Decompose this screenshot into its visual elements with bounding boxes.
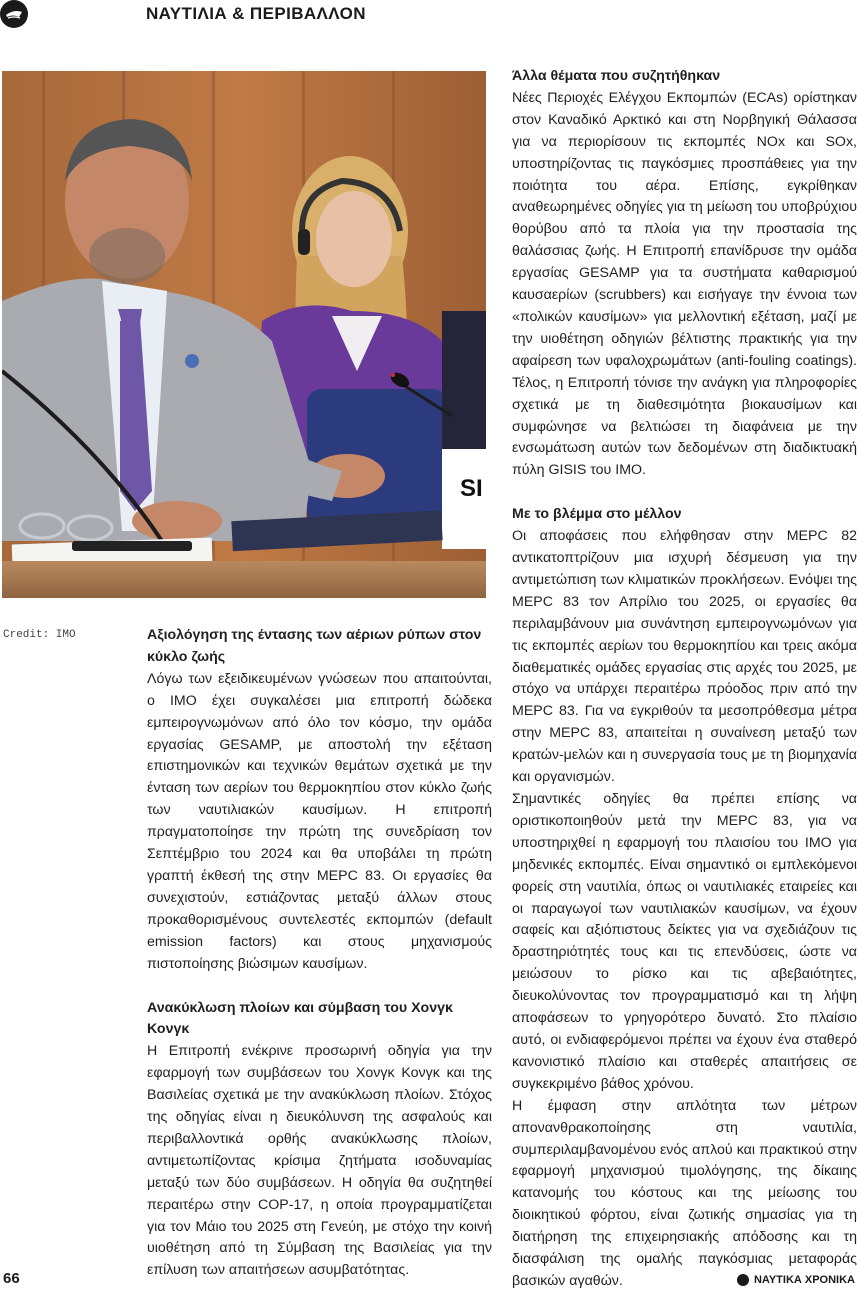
nameplate-text: SI [460, 475, 483, 502]
brand-logo-icon [737, 1274, 749, 1286]
ship-logo-icon [0, 0, 28, 28]
future-paragraph-2: Σημαντικές οδηγίες θα πρέπει επίσης να οριστικοποιηθούν μετά την MEPC 83, για να υποστηριχθεί η εφαρμογή του πλαισίου του IMO για μηδενικές εκπομπές. Είναι σημαντικό οι εμπλεκόμενοι φορείς στη ναυτιλία, όπως οι ναυτιλιακές εταιρείες και οι παραγωγοί των ναυτιλιακών καυσίμων, να έχουν σαφείς και αξιόπιστους δείκτες για να σχεδιάζουν τις δραστηριότητές τους και τις επενδύσεις, ώστε να μειώσουν το ρίσκο και τις αβεβαιότητες, διευκολύνοντας τον προγραμματισμό και τη λήψη αποφάσεων το γρηγορότερο δυνατό. Στο πλαίσιο αυτό, οι ενδιαφερόμενοι πρέπει να έχουν ένα σταθερό κανονιστικό πλαίσιο και σταθερές απαιτήσεις σε συγκεκριμένο βάθος χρόνου. [512, 791, 857, 1092]
footer-brand [737, 1274, 855, 1286]
page-number: 66 [3, 1270, 20, 1287]
future-paragraph-3: Η έμφαση στην απλότητα των μέτρων απονανθρακοποίησης στη ναυτιλία, συμπεριλαμβανομένου ενός απλού και πρακτικού στην εφαρμογή μηχανισμού τιμολόγησης, της δίκαιης κατανομής του κόστους και της μείωσης του διοικητικού φόρτου, είναι ζωτικής σημασίας για τη διατήρηση της επιχειρησιακής απόδοσης και τη διασφάλιση της ομαλής παγκόσμιας μεταφοράς βασικών αγαθών. [512, 1097, 857, 1289]
left-column [147, 625, 492, 1282]
photo-credit: Credit: IMO [3, 629, 76, 641]
conference-photo [2, 71, 486, 598]
lifecycle-heading: Αξιολόγηση της έντασης των αέριων ρύπων στον κύκλο ζωής [147, 627, 482, 665]
recycling-body: Η Επιτροπή ενέκρινε προσωρινή οδηγία για την εφαρμογή των συμβάσεων του Χονγκ Κονγκ και της Βασιλείας σχετικά με την ανακύκλωση πλοίων. Στόχος της οδηγίας είναι η διευκόλυνση της ασφαλούς και περιβαλλοντικά ορθής ανακύκλωσης πλοίων, αντιμετωπίζοντας κρίσιμα ζητήματα ισοδυναμίας μεταξύ των δύο συμβάσεων. Η οδηγία θα συζητηθεί περαιτέρω στην COP-17, η οποία προγραμματίζεται για τον Μάιο του 2025 στη Γενεύη, με στόχο την κοινή υιοθέτηση από τη Σύμβαση της Βασιλείας για την επίλυση των απαιτήσεων ασυμβατότητας. [147, 1043, 492, 1279]
future-heading: Με το βλέμμα στο μέλλον [512, 506, 682, 523]
other-topics-body: Νέες Περιοχές Ελέγχου Εκπομπών (ECAs) ορίστηκαν στον Καναδικό Αρκτικό και στη Νορβηγική Θάλασσα για να περιορίσουν τις εκπομπές NOx και SOx, υποστηρίζοντας τις παγκόσμιες προσπάθειες για την ποιότητα του αέρα. Επίσης, εγκρίθηκαν αναθεωρημένες οδηγίες για τη μείωση του υποβρύχιου θορύβου από τα πλοία για την προστασία της θαλάσσιας ζωής. Η Επιτροπή επανίδρυσε την ομάδα εργασίας GESAMP για τα συστήματα καθαρισμού καυσαερίων (scrubbers) και εισήγαγε την έννοια των «πολικών καυσίμων» για μελλοντική εξέταση, μαζί με την υιοθέτηση οδηγιών βέλτιστης πρακτικής για την αφαίρεση των υφαλοχρωμάτων (anti-fouling coatings). Τέλος, η Επιτροπή τόνισε την ανάγκη για πληροφορίες σχετικά με τη διαθεσιμότητα βιοκαυσίμων και συμφώνησε να βελτιώσει τη διαφάνεια με την ενσωμάτωση αυτών των δεδομένων στη διαδικτυακή πύλη GISIS του IMO. [512, 89, 857, 479]
section-title: ΝΑΥΤΙΛΙΑ & ΠΕΡΙΒΑΛΛΟΝ [146, 4, 366, 23]
other-topics-heading: Άλλα θέματα που συζητήθηκαν [512, 68, 721, 84]
future-paragraph-1: Οι αποφάσεις που ελήφθησαν στην MEPC 82 αντικατοπτρίζουν μια ισχυρή δέσμευση για την αντιμετώπιση των κλιματικών προκλήσεων. Ενόψει της MEPC 83 τον Απρίλιο του 2025, οι εργασίες θα περιλαμβάνουν μια συνάντηση εμπειρογνωμόνων για τις εκπομπές αερίων του θερμοκηπίου και τρεις ακόμα διαθεματικές ομάδες εργασίας στις αρχές του 2025, με στόχο να υπάρχει περαιτέρω πρόοδος πριν από την MEPC 83. Για να εγκριθούν τα μεσοπρόθεσμα μέτρα στην MEPC 83, απαιτείται η συναίνεση μεταξύ των κρατών-μελών και η συνεργασία τους με τη βιομηχανία και οργανισμών. [512, 528, 857, 786]
brand-name: ΝΑΥΤΙΚΑ ΧΡΟΝΙΚΑ [753, 1274, 855, 1286]
recycling-heading: Ανακύκλωση πλοίων και σύμβαση του Χονγκ Κονγκ [147, 999, 453, 1038]
right-column [512, 66, 857, 1293]
lifecycle-body: Λόγω των εξειδικευμένων γνώσεων που απαιτούνται, ο IMO έχει συγκαλέσει μια επιτροπή δώδεκα εμπειρογνωμόνων από όλο τον κόσμο, την ομάδα εργασίας GESAMP, με αποστολή την εξέταση επιστημονικών και τεχνικών θεμάτων σχετικά με την ένταση των αερίων του θερμοκηπίου στον κύκλο ζωής των ναυτιλιακών καυσίμων. Η επιτροπή πραγματοποίησε την πρώτη της συνεδρίαση τον Σεπτέμβριο του 2024 και θα υποβάλει τη πρώτη γραπτή έκθεσή της στην MEPC 83. Οι εργασίες θα συνεχιστούν, εστιάζοντας μεταξύ άλλων στους προκαθορισμένους συντελεστές εκπομπών (default emission factors) και στους μηχανισμούς πιστοποίησης βιώσιμων καυσίμων. [147, 670, 492, 972]
